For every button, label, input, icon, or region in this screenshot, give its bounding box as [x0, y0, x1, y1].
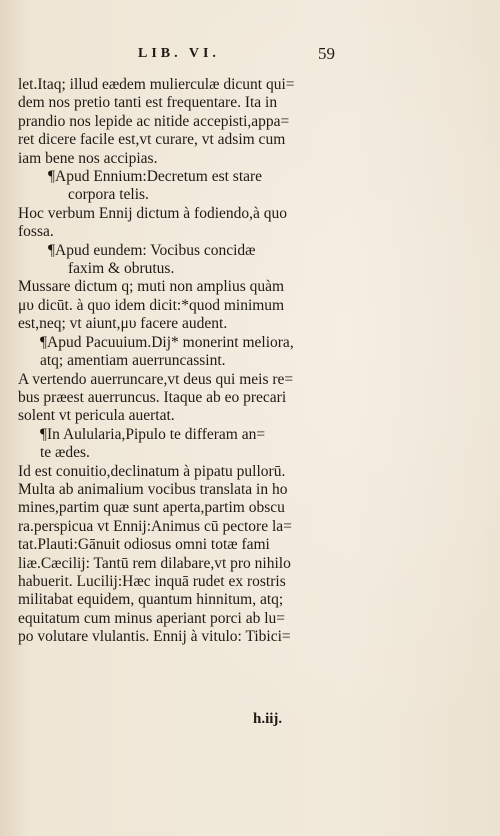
citation-line: ¶Apud Pacuuium.Dij* monerint meliora,: [40, 333, 294, 351]
text-line: dem nos pretio tanti est frequentare. Ita in: [18, 94, 278, 112]
page-header: [0, 46, 500, 68]
running-head: LIB. VI.: [138, 46, 220, 61]
citation-line: ¶Apud eundem: Vocibus concidæ: [48, 241, 256, 259]
text-line: liæ.Cæcilij: Tantū rem dilabare,vt pro nihilo: [18, 554, 291, 572]
citation-line: te ædes.: [40, 444, 90, 462]
text-line: Multa ab animalium vocibus translata in ho: [18, 480, 288, 498]
text-line: solent vt pericula auertat.: [18, 407, 175, 425]
text-line: ra.perspicua vt Ennij:Animus cū pectore la=: [18, 517, 292, 535]
text-line: Id est conuitio,declinatum à pipatu pullorū.: [18, 462, 286, 480]
body-text: [18, 76, 363, 647]
text-line: equitatum cum minus aperiant porci ab lu=: [18, 609, 286, 627]
signature-mark: h.iij.: [253, 711, 283, 727]
text-line: est,neq; vt aiunt,μυ facere audent.: [18, 315, 228, 333]
citation-line: faxim & obrutus.: [68, 260, 175, 278]
text-line: ret dicere facile est,vt curare, vt adsim cum: [18, 131, 286, 149]
text-line: Hoc verbum Ennij dictum à fodiendo,à quo: [18, 204, 288, 222]
page-number: 59: [318, 44, 335, 63]
text-line: bus præest auerruncus. Itaque ab eo precari: [18, 388, 287, 406]
citation-line: atq; amentiam auerruncassint.: [40, 352, 226, 370]
citation-line: corpora telis.: [68, 186, 149, 204]
text-line: let.Itaq; illud eædem mulierculæ dicunt qui=: [18, 76, 295, 93]
citation-line: ¶Apud Ennium:Decretum est stare: [48, 168, 263, 186]
text-line: iam bene nos accipias.: [18, 149, 158, 167]
text-line: Mussare dictum q; muti non amplius quàm: [18, 278, 285, 296]
text-line: A vertendo auerruncare,vt deus qui meis re=: [18, 370, 294, 388]
text-line: mines,partim quæ sunt aperta,partim obscu: [18, 499, 285, 517]
text-line: habuerit. Lucilij:Hæc inquā rudet ex rostris: [18, 572, 286, 590]
citation-line: ¶In Aulularia,Pipulo te differam an=: [40, 425, 266, 443]
text-line: fossa.: [18, 223, 54, 241]
text-line: μυ dicūt. à quo idem dicit:*quod minimum: [18, 296, 285, 314]
text-line: militabat equidem, quantum hinnitum, atq;: [18, 591, 284, 609]
text-line: prandio nos lepide ac nitide accepisti,appa=: [18, 112, 290, 130]
text-line: po volutare vlulantis. Ennij à vitulo: Tibici=: [18, 628, 291, 646]
text-line: tat.Plauti:Gānuit odiosus omni totæ fami: [18, 536, 270, 554]
